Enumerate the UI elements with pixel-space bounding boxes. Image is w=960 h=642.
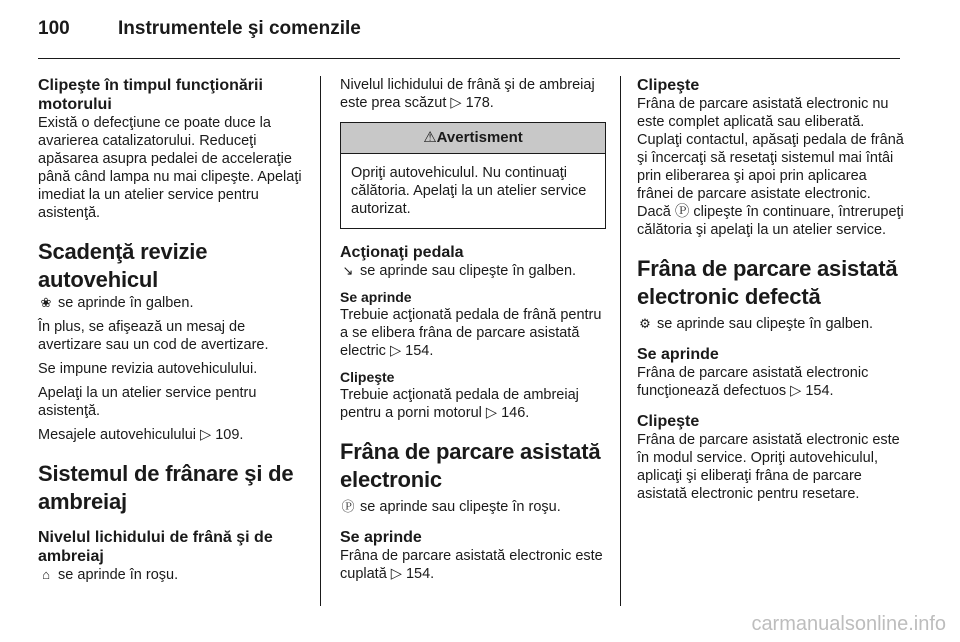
epb-fault-icon: ⚙ (639, 316, 651, 331)
column-3 (637, 76, 905, 503)
section-heading-press-pedal: Acţionaţi pedala (340, 244, 464, 261)
pedal-on-label: Se aprinde (340, 289, 412, 305)
warning-box (340, 122, 606, 229)
fault-on-label: Se aprinde (637, 346, 719, 363)
epb-on-text: Frâna de parcare asistată electronic este cuplată ▷ 154. (340, 548, 603, 582)
fault-blink-text: Frâna de parcare asistată electronic este în modul service. Opriţi autovehiculul, aplicaţi şi eliberaţi frâna de parcare asistată electronic pentru resetare. (637, 432, 900, 502)
section-heading-blinking: Clipeşte în timpul funcţionării motorului (38, 77, 263, 113)
warning-triangle-icon: ⚠ (423, 129, 437, 146)
fault-on-text: Frâna de parcare asistată electronic funcţionează defectuos ▷ 154. (637, 365, 869, 399)
blinking-text: Există o defecţiune ce poate duce la avarierea catalizatorului. Reduceţi apăsarea asupra pedalei de acceleraţie până când lampa nu mai clipeşte. Apelaţi imediat la un atelier service pentru asistenţă. (38, 115, 302, 221)
pedal-line-text: se aprinde sau clipeşte în galben. (360, 263, 577, 279)
epb-blink-text: Frâna de parcare asistată electronic nu este complet aplicată sau eliberată. Cuplaţi contactul, apăsaţi pedala de frână şi încercaţi să resetaţi sistemul mai întâi prin eliberarea şi apoi prin aplicarea frânei de parcare asistate electronic. Dacă Ⓟ clipeşte în continuare, întrerupeţi călătoria şi apelaţi la un atelier service. (637, 96, 904, 238)
fault-line (637, 315, 905, 333)
epb-on-label: Se aprinde (340, 529, 422, 546)
service-paragraph-3: Apelaţi la un atelier service pentru asistenţă. (38, 385, 257, 419)
brake-fluid-icon: ⌂ (42, 567, 50, 582)
pedal-blink-label: Clipeşte (340, 369, 395, 385)
pedal-blink-text: Trebuie acţionată pedala de ambreiaj pentru a porni motorul ▷ 146. (340, 387, 579, 421)
warning-header (341, 123, 605, 154)
column-1 (38, 76, 304, 584)
warning-title: Avertisment (436, 129, 523, 146)
fault-line-text: se aprinde sau clipeşte în galben. (657, 316, 874, 332)
column-divider-2 (620, 76, 621, 606)
service-paragraph-1: În plus, se afişează un mesaj de avertizare sau un cod de avertizare. (38, 319, 269, 353)
fluid-low-text: Nivelul lichidului de frână şi de ambreiaj este prea scăzut ▷ 178. (340, 77, 595, 111)
section-heading-epb-fault: Frâna de parcare asistată electronic defectă (637, 256, 898, 309)
column-2 (340, 76, 606, 583)
pedal-on-text: Trebuie acţionată pedala de frână pentru a se elibera frâna de parcare asistată electric ▷ 154. (340, 307, 602, 359)
service-paragraph-2: Se impune revizia autovehiculului. (38, 361, 258, 377)
pedal-icon: ↘ (342, 263, 354, 278)
warning-text: Opriţi autovehiculul. Nu continuaţi călătoria. Apelaţi la un atelier service autorizat. (351, 165, 587, 217)
pedal-line (340, 262, 606, 280)
column-divider-1 (320, 76, 321, 606)
section-heading-epb: Frâna de parcare asistată electronic (340, 439, 601, 492)
section-heading-brake-system: Sistemul de frânare şi de ambreiaj (38, 461, 294, 514)
section-heading-service-due: Scadenţă revizie autovehicul (38, 239, 208, 292)
watermark: carmanualsonline.info (751, 613, 946, 635)
fluid-level-line-text: se aprinde în roşu. (58, 567, 179, 583)
service-line (38, 294, 304, 312)
chapter-title: Instrumentele şi comenzile (118, 18, 361, 39)
epb-line (340, 498, 606, 516)
service-wrench-icon: ❀ (40, 295, 52, 310)
epb-blink-label: Clipeşte (637, 77, 700, 94)
service-line-text: se aprinde în galben. (58, 295, 194, 311)
header-rule (38, 58, 900, 59)
page-number: 100 (38, 18, 70, 39)
parking-brake-icon: Ⓟ (341, 499, 355, 514)
section-heading-fluid-level: Nivelul lichidului de frână şi de ambreiaj (38, 529, 273, 565)
service-paragraph-4: Mesajele autovehiculului ▷ 109. (38, 427, 244, 443)
epb-line-text: se aprinde sau clipeşte în roşu. (360, 499, 561, 515)
fluid-level-line (38, 566, 304, 584)
fault-blink-label: Clipeşte (637, 413, 700, 430)
